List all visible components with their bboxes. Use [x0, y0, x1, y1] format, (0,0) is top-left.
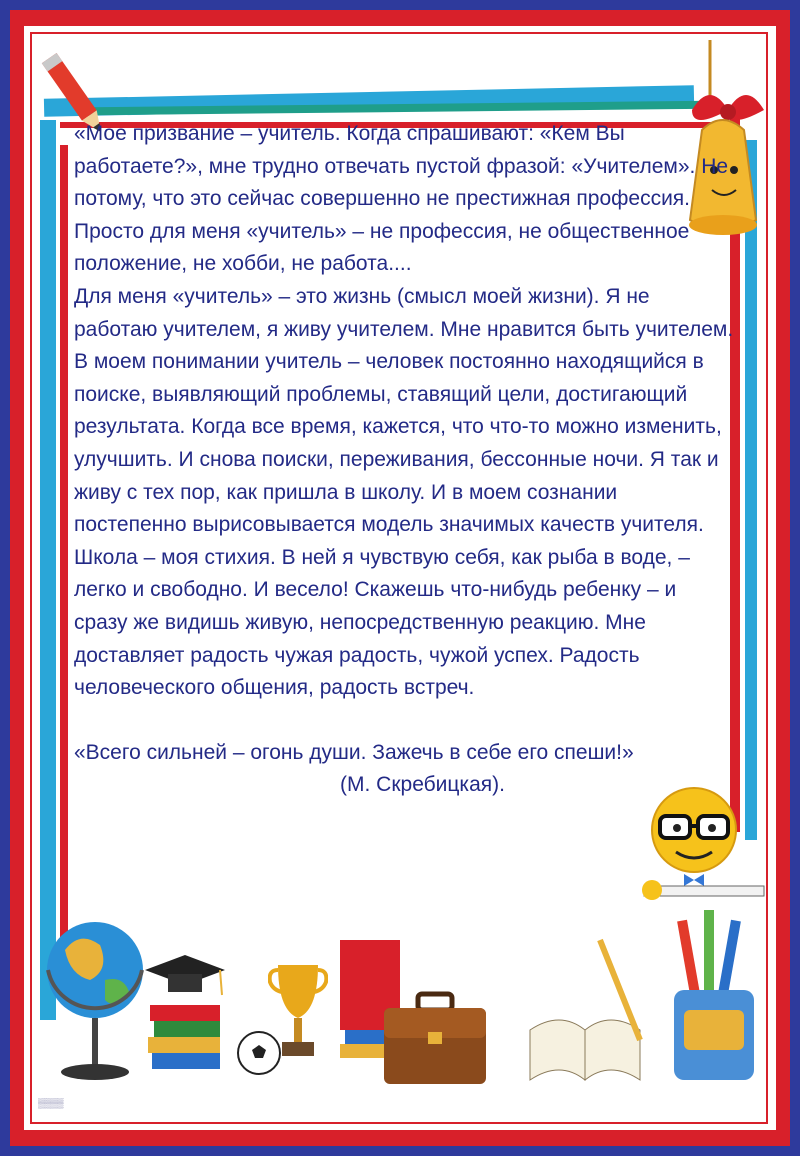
smiley-teacher-icon [632, 780, 772, 920]
paragraph-1: «Мое призвание – учитель. Когда спрашивают: «Кем Вы работаете?», мне трудно отвечать пустой фразой: «Учителем». Не потому, что это сейчас совершенно не престижная профессия. Просто для меня «учитель» – не профессия, не общественное положение, не хобби, не работа.... [74, 122, 729, 276]
quote: «Всего сильней – огонь души. Зажечь в себе его спеши!» [74, 740, 634, 764]
paragraph-2: Для меня «учитель» – это жизнь (смысл моей жизни). Я не работаю учителем, я живу учителем. Мне нравится быть учителем. В моем понимании учитель – человек постоянно находящийся в поиске, выявляющий проблемы, ставящий цели, достигающий результата. Когда все время, кажется, что что-то можно изменить, улучшить. И снова поиски, переживания, бессонные ночи. Я так и живу с тех пор, как пришла в школу. И в моем сознании постепенно вырисовывается модель значимых качеств учителя. [74, 284, 734, 537]
credit-mark: ▒▒▒▒ [38, 1098, 64, 1108]
pencil-case-icon [664, 910, 764, 1090]
signature: (М. Скребицкая). [340, 773, 505, 797]
graduation-cap-icon [140, 950, 230, 1080]
paragraph-3: Школа – моя стихия. В ней я чувствую себя, как рыба в воде, – легко и свободно. И весело! Скажешь что-нибудь ребенку – и сразу же видишь живую, непосредственную реакцию. Мне доставляет радость чужая радость, чужой успех. Радость человеческого общения, радость встреч. [74, 545, 690, 700]
left-red-stripe [60, 145, 68, 985]
open-book-icon [520, 930, 650, 1090]
left-blue-stripe [40, 120, 56, 1020]
globe-icon [40, 900, 150, 1090]
briefcase-icon [380, 990, 490, 1090]
main-text [74, 118, 734, 802]
soccer-ball-icon [236, 1030, 282, 1076]
